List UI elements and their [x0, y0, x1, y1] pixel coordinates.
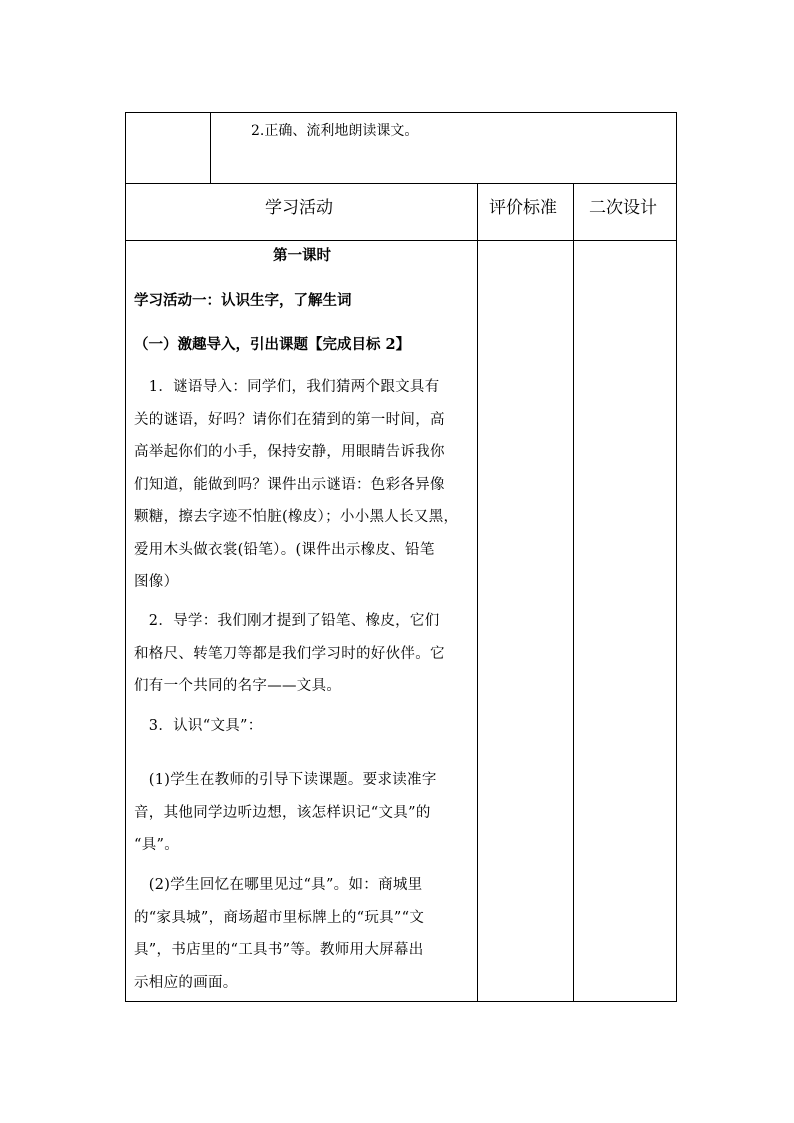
col-divider-criteria [477, 183, 478, 1002]
activity-one-heading: 学习活动一：认识生字，了解生词 [134, 292, 352, 309]
paragraph-line: 2．导学：我们刚才提到了铅笔、橡皮，它们 [134, 613, 440, 629]
paragraph-line: 爱用木头做衣裳(铅笔）。(课件出示橡皮、铅笔 [134, 541, 435, 558]
paragraph-line: (1)学生在教师的引导下读课题。要求读准字 [134, 772, 437, 788]
paragraph-line: 1．谜语导入：同学们，我们猜两个跟文具有 [134, 379, 440, 395]
paragraph-recognize [134, 710, 470, 743]
section-one-heading: （一）激趣导入，引出课题【完成目标 2】 [134, 336, 411, 353]
col-divider-top [210, 112, 211, 184]
paragraph-step-2 [134, 869, 470, 999]
paragraph-line: 3．认识“文具”： [134, 718, 263, 734]
session-title: 第一课时 [273, 247, 331, 264]
row-divider-2 [125, 240, 677, 241]
paragraph-guide [134, 605, 470, 703]
paragraph-line: 关的谜语，好吗？请你们在猜到的第一时间，高 [134, 411, 445, 428]
paragraph-line: 具”，书店里的“工具书”等。教师用大屏幕出 [134, 942, 424, 958]
paragraph-line: 图像） [134, 574, 179, 590]
header-redesign: 二次设计 [589, 198, 657, 218]
col-divider-redesign [573, 183, 574, 1002]
goal-text: 2.正确、流利地朗读课文。 [251, 123, 419, 139]
header-activity: 学习活动 [265, 198, 333, 218]
paragraph-line: “具”。 [134, 837, 180, 853]
paragraph-line: 高举起你们的小手，保持安静，用眼睛告诉我你 [134, 444, 445, 460]
paragraph-line: 音，其他同学边听边想，该怎样识记“文具”的 [134, 804, 431, 821]
paragraph-line: 们知道，能做到吗？课件出示谜语：色彩各异像 [134, 476, 445, 493]
paragraph-line: 颗糖，擦去字迹不怕脏(橡皮）；小小黑人长又黑， [134, 509, 459, 525]
paragraph-line: 和格尺、转笔刀等都是我们学习时的好伙伴。它 [134, 645, 445, 662]
header-criteria: 评价标准 [489, 198, 557, 218]
paragraph-riddle [134, 371, 470, 599]
paragraph-line: 的“家具城”，商场超市里标牌上的“玩具”“文 [134, 909, 425, 926]
paragraph-step-1 [134, 764, 470, 862]
paragraph-line: (2)学生回忆在哪里见过“具”。如：商城里 [134, 877, 423, 893]
paragraph-line: 们有一个共同的名字——文具。 [134, 678, 342, 694]
paragraph-line: 示相应的画面。 [134, 974, 238, 991]
row-divider-1 [125, 183, 677, 184]
